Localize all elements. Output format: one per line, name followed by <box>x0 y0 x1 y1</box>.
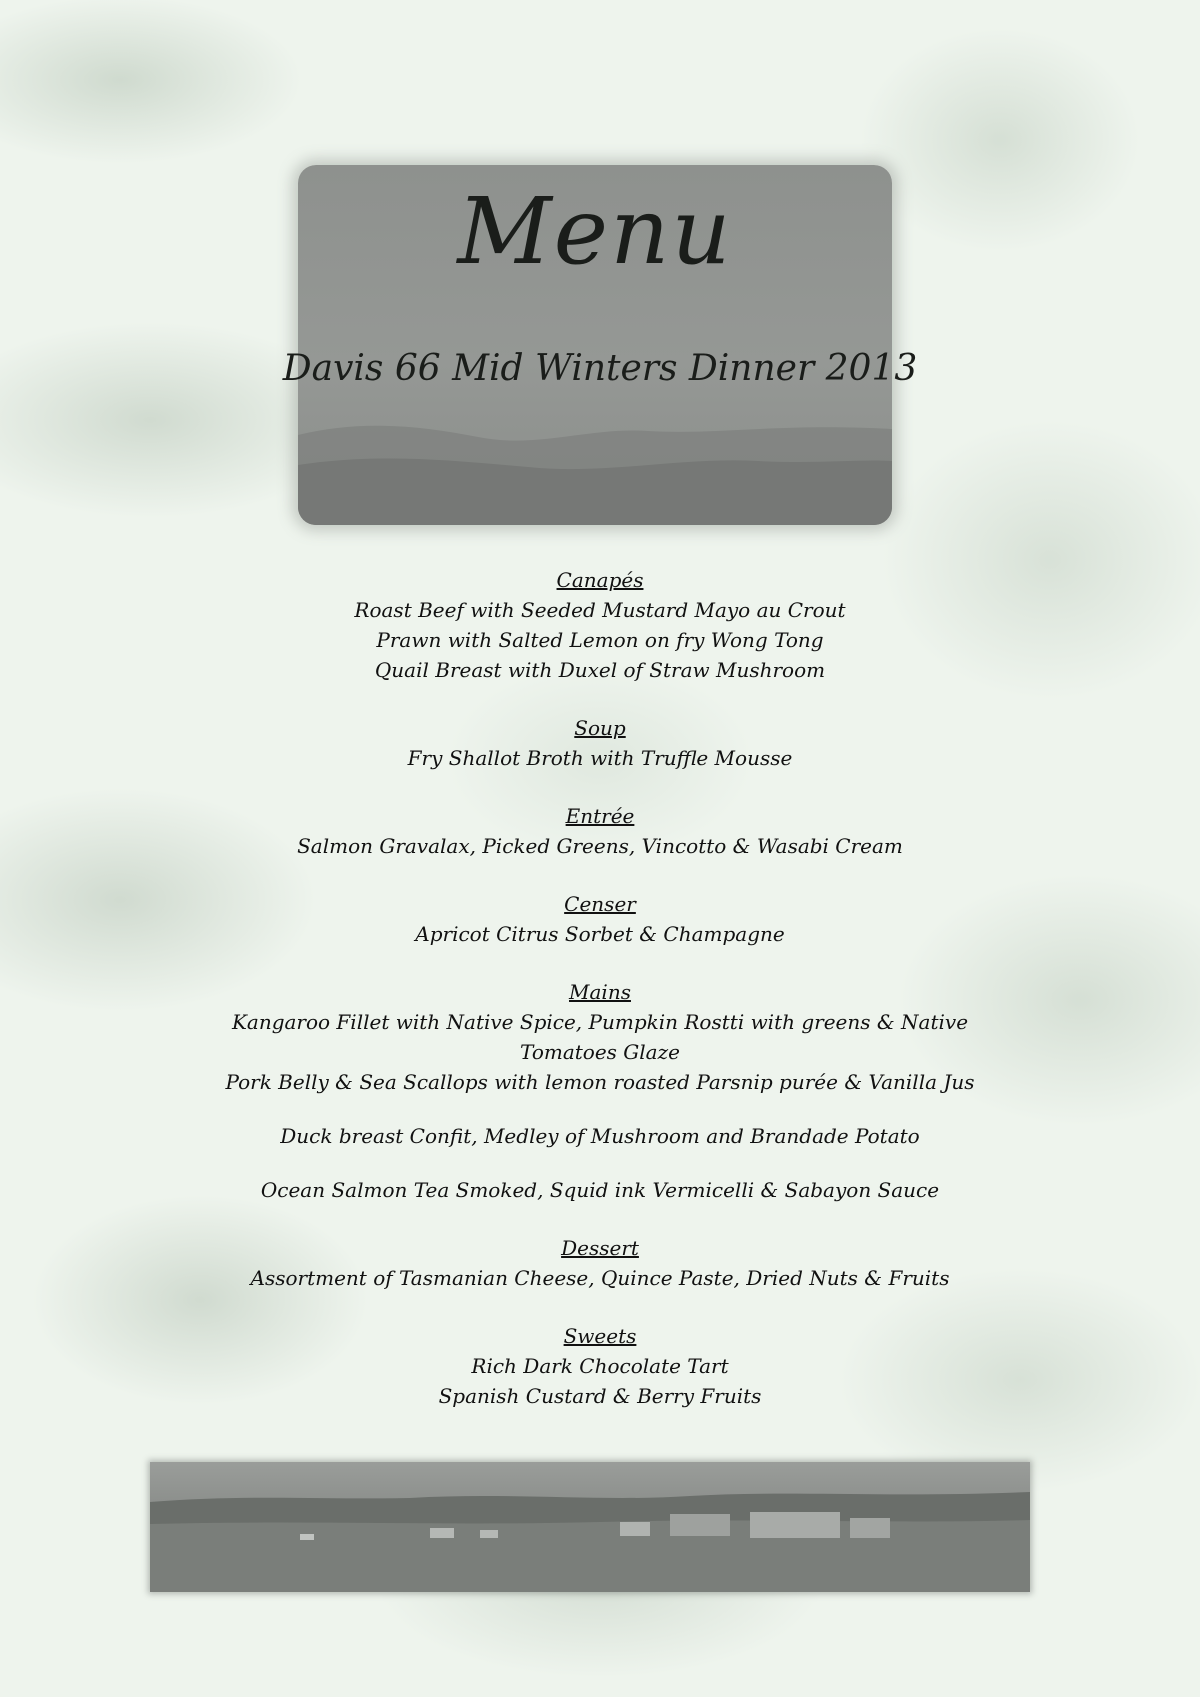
station-landscape <box>150 1462 1030 1592</box>
section-mains <box>150 977 1050 1205</box>
menu-item: Salmon Gravalax, Picked Greens, Vincotto & Wasabi Cream <box>297 834 903 858</box>
section-dessert <box>150 1233 1050 1293</box>
section-heading: Canapés <box>556 568 644 592</box>
section-heading: Sweets <box>563 1324 637 1348</box>
menu-item: Assortment of Tasmanian Cheese, Quince Paste, Dried Nuts & Fruits <box>250 1266 950 1290</box>
menu-item: Quail Breast with Duxel of Straw Mushroom <box>374 658 826 682</box>
menu-item: Duck breast Confit, Medley of Mushroom and Brandade Potato <box>280 1124 920 1148</box>
section-sweets <box>150 1321 1050 1411</box>
section-heading: Mains <box>569 980 631 1004</box>
menu-item: Ocean Salmon Tea Smoked, Squid ink Vermicelli & Sabayon Sauce <box>260 1178 940 1202</box>
section-canapes <box>150 565 1050 685</box>
section-heading: Soup <box>574 716 626 740</box>
menu-item: Spanish Custard & Berry Fruits <box>438 1384 762 1408</box>
menu-content <box>150 565 1050 1439</box>
section-censer <box>150 889 1050 949</box>
hills-silhouette <box>298 365 892 525</box>
section-heading: Censer <box>564 892 636 916</box>
menu-item: Apricot Citrus Sorbet & Champagne <box>415 922 785 946</box>
menu-item: Fry Shallot Broth with Truffle Mousse <box>407 746 793 770</box>
menu-item: Prawn with Salted Lemon on fry Wong Tong <box>376 628 824 652</box>
menu-title: Menu <box>457 178 733 285</box>
section-heading: Dessert <box>561 1236 639 1260</box>
dinner-subtitle: Davis 66 Mid Winters Dinner 2013 <box>282 348 918 389</box>
section-entree <box>150 801 1050 861</box>
section-soup <box>150 713 1050 773</box>
menu-item: Tomatoes Glaze <box>520 1040 680 1064</box>
footer-station-photo <box>150 1462 1030 1592</box>
section-heading: Entrée <box>565 804 635 828</box>
menu-item: Rich Dark Chocolate Tart <box>471 1354 729 1378</box>
menu-item: Kangaroo Fillet with Native Spice, Pumpkin Rostti with greens & Native <box>231 1010 969 1034</box>
menu-item: Roast Beef with Seeded Mustard Mayo au Crout <box>354 598 846 622</box>
menu-item: Pork Belly & Sea Scallops with lemon roasted Parsnip purée & Vanilla Jus <box>225 1070 975 1094</box>
